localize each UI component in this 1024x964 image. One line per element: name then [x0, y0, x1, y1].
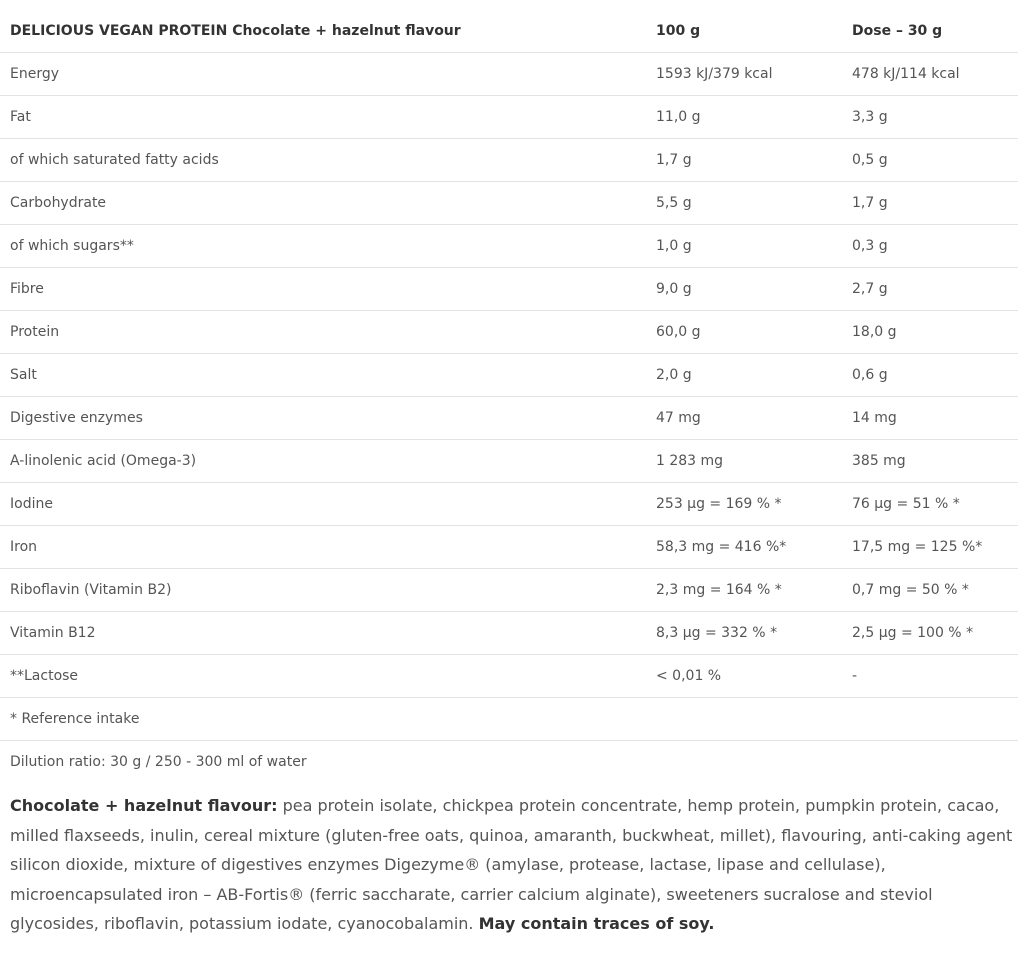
value-per-dose: 0,5 g [842, 139, 1018, 182]
ingredients-text: pea protein isolate, chickpea protein concentrate, hemp protein, pumpkin protein, cacao, milled flaxseeds, inulin, cereal mixture (gluten-free oats, quinoa, amaranth, buckwheat, millet), flavouring, anti-caking agent silicon dioxide, mixture of digestives enzymes Digezyme® (amylase, protease, lactase, lipase and cellulase), microencapsulated iron – AB-Fortis® (ferric saccharate, carrier calcium alginate), sweeteners sucralose and steviol glycosides, riboflavin, potassium iodate, cyanocobalamin. [10, 796, 1013, 933]
value-per-100g: 58,3 mg = 416 %* [646, 526, 842, 569]
nutrient-name: **Lactose [0, 655, 646, 698]
reference-row [0, 698, 1018, 741]
nutrient-name: Energy [0, 53, 646, 96]
value-per-dose: 2,5 µg = 100 % * [842, 612, 1018, 655]
table-row [0, 569, 1018, 612]
nutrition-table-header [0, 10, 1018, 53]
value-per-dose: 385 mg [842, 440, 1018, 483]
value-per-100g: 60,0 g [646, 311, 842, 354]
value-per-dose: 1,7 g [842, 182, 1018, 225]
nutrient-name: Vitamin B12 [0, 612, 646, 655]
nutrition-table-notes [0, 698, 1018, 784]
value-per-dose: 17,5 mg = 125 %* [842, 526, 1018, 569]
value-per-100g: 1,7 g [646, 139, 842, 182]
header-per-100g: 100 g [646, 10, 842, 53]
table-row [0, 268, 1018, 311]
value-per-100g: 8,3 µg = 332 % * [646, 612, 842, 655]
value-per-dose: 14 mg [842, 397, 1018, 440]
nutrient-name: Salt [0, 354, 646, 397]
table-row [0, 182, 1018, 225]
table-row [0, 96, 1018, 139]
value-per-dose: 0,7 mg = 50 % * [842, 569, 1018, 612]
nutrient-name: A-linolenic acid (Omega-3) [0, 440, 646, 483]
table-row [0, 225, 1018, 268]
ingredients-label: Chocolate + hazelnut flavour: [10, 796, 278, 815]
value-per-100g: 1 283 mg [646, 440, 842, 483]
value-per-100g: 2,0 g [646, 354, 842, 397]
value-per-100g: 253 µg = 169 % * [646, 483, 842, 526]
nutrient-name: Digestive enzymes [0, 397, 646, 440]
table-row [0, 311, 1018, 354]
nutrient-name: Iron [0, 526, 646, 569]
value-per-dose: 478 kJ/114 kcal [842, 53, 1018, 96]
dilution-row [0, 741, 1018, 784]
nutrient-name: Carbohydrate [0, 182, 646, 225]
table-row [0, 526, 1018, 569]
header-product: DELICIOUS VEGAN PROTEIN Chocolate + hazelnut flavour [0, 10, 646, 53]
nutrient-name: Fat [0, 96, 646, 139]
table-row [0, 354, 1018, 397]
nutrient-name: Protein [0, 311, 646, 354]
table-row [0, 53, 1018, 96]
value-per-dose: - [842, 655, 1018, 698]
ingredients-paragraph [10, 791, 1020, 939]
nutrition-table [0, 10, 1018, 783]
nutrition-table-body [0, 53, 1018, 698]
header-per-dose: Dose – 30 g [842, 10, 1018, 53]
value-per-dose: 3,3 g [842, 96, 1018, 139]
table-row [0, 612, 1018, 655]
value-per-100g: 9,0 g [646, 268, 842, 311]
value-per-100g: 1,0 g [646, 225, 842, 268]
nutrient-name: of which sugars** [0, 225, 646, 268]
value-per-100g: 2,3 mg = 164 % * [646, 569, 842, 612]
nutrient-name: of which saturated fatty acids [0, 139, 646, 182]
value-per-dose: 76 µg = 51 % * [842, 483, 1018, 526]
table-row [0, 139, 1018, 182]
value-per-100g: 11,0 g [646, 96, 842, 139]
nutrient-name: Fibre [0, 268, 646, 311]
value-per-dose: 18,0 g [842, 311, 1018, 354]
value-per-100g: 47 mg [646, 397, 842, 440]
value-per-dose: 0,3 g [842, 225, 1018, 268]
value-per-dose: 0,6 g [842, 354, 1018, 397]
header-row [0, 10, 1018, 53]
nutrient-name: Riboflavin (Vitamin B2) [0, 569, 646, 612]
table-row [0, 483, 1018, 526]
value-per-100g: < 0,01 % [646, 655, 842, 698]
table-row [0, 655, 1018, 698]
table-row [0, 440, 1018, 483]
value-per-dose: 2,7 g [842, 268, 1018, 311]
table-row [0, 397, 1018, 440]
reference-note: * Reference intake [0, 698, 1018, 741]
nutrient-name: Iodine [0, 483, 646, 526]
value-per-100g: 5,5 g [646, 182, 842, 225]
value-per-100g: 1593 kJ/379 kcal [646, 53, 842, 96]
allergen-warning: May contain traces of soy. [478, 914, 715, 933]
dilution-note: Dilution ratio: 30 g / 250 - 300 ml of water [10, 754, 307, 770]
